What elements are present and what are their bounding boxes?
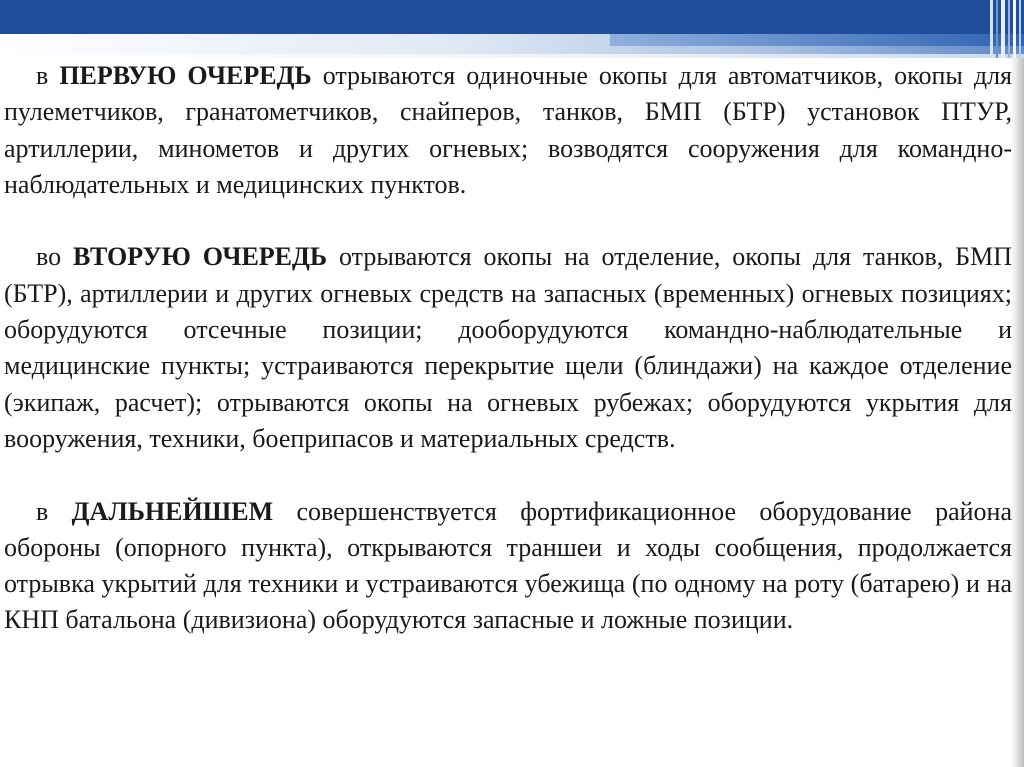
header-band-dark bbox=[0, 0, 1024, 34]
paragraph-prefix: в bbox=[36, 496, 72, 526]
slide-body bbox=[4, 58, 1012, 639]
header-stripe bbox=[1013, 0, 1016, 58]
header-stripe bbox=[1019, 0, 1021, 58]
header-stripe bbox=[996, 0, 998, 58]
header-decoration bbox=[0, 0, 1024, 58]
paragraph-prefix: в bbox=[36, 61, 60, 90]
paragraph-further bbox=[4, 494, 1012, 639]
paragraph-first-priority bbox=[4, 58, 1012, 203]
paragraph-second-priority bbox=[4, 239, 1012, 457]
paragraph-keyword: ВТОРУЮ ОЧЕРЕДЬ bbox=[73, 242, 328, 272]
header-band-step bbox=[610, 34, 1024, 46]
paragraph-text: отрываются одиночные окопы для автоматчиков, окопы для пулеметчиков, гранатометчиков, снайперов, танков, БМП (БТР) установок ПТУР, артиллерии, минометов и других огневых; возводятся сооружения для командно-наблюдательных и медицинских пунктов. bbox=[4, 61, 1013, 199]
header-stripe bbox=[1001, 0, 1005, 58]
header-stripe bbox=[1008, 0, 1010, 58]
paragraph-text: совершенствуется фортификационное оборудование района обороны (опорного пункта), открываются траншеи и ходы сообщения, продолжается отрывка укрытий для техники и устраиваются убежища (по одному на роту (батарею) и на КНП батальона (дивизиона) оборудуются запасные и ложные позиции. bbox=[4, 496, 1013, 635]
right-edge-shadow bbox=[1010, 58, 1024, 767]
paragraph-prefix: во bbox=[36, 242, 74, 272]
paragraph-keyword: ДАЛЬНЕЙШЕМ bbox=[71, 496, 274, 526]
header-stripe bbox=[990, 0, 993, 58]
paragraph-text: отрываются окопы на отделение, окопы для танков, БМП (БТР), артиллерии и других огневых средств на запасных (временных) огневых позициях; оборудуются отсечные позиции; дооборудуются командно-наблюдательные и медицинские пункты; устраиваются перекрытие щели (блиндажи) на каждое отделение (экипаж, расчет); отрываются окопы на огневых рубежах; оборудуются укрытия для вооружения, техники, боеприпасов и материальных средств. bbox=[4, 242, 1012, 453]
paragraph-keyword: ПЕРВУЮ ОЧЕРЕДЬ bbox=[59, 61, 312, 90]
